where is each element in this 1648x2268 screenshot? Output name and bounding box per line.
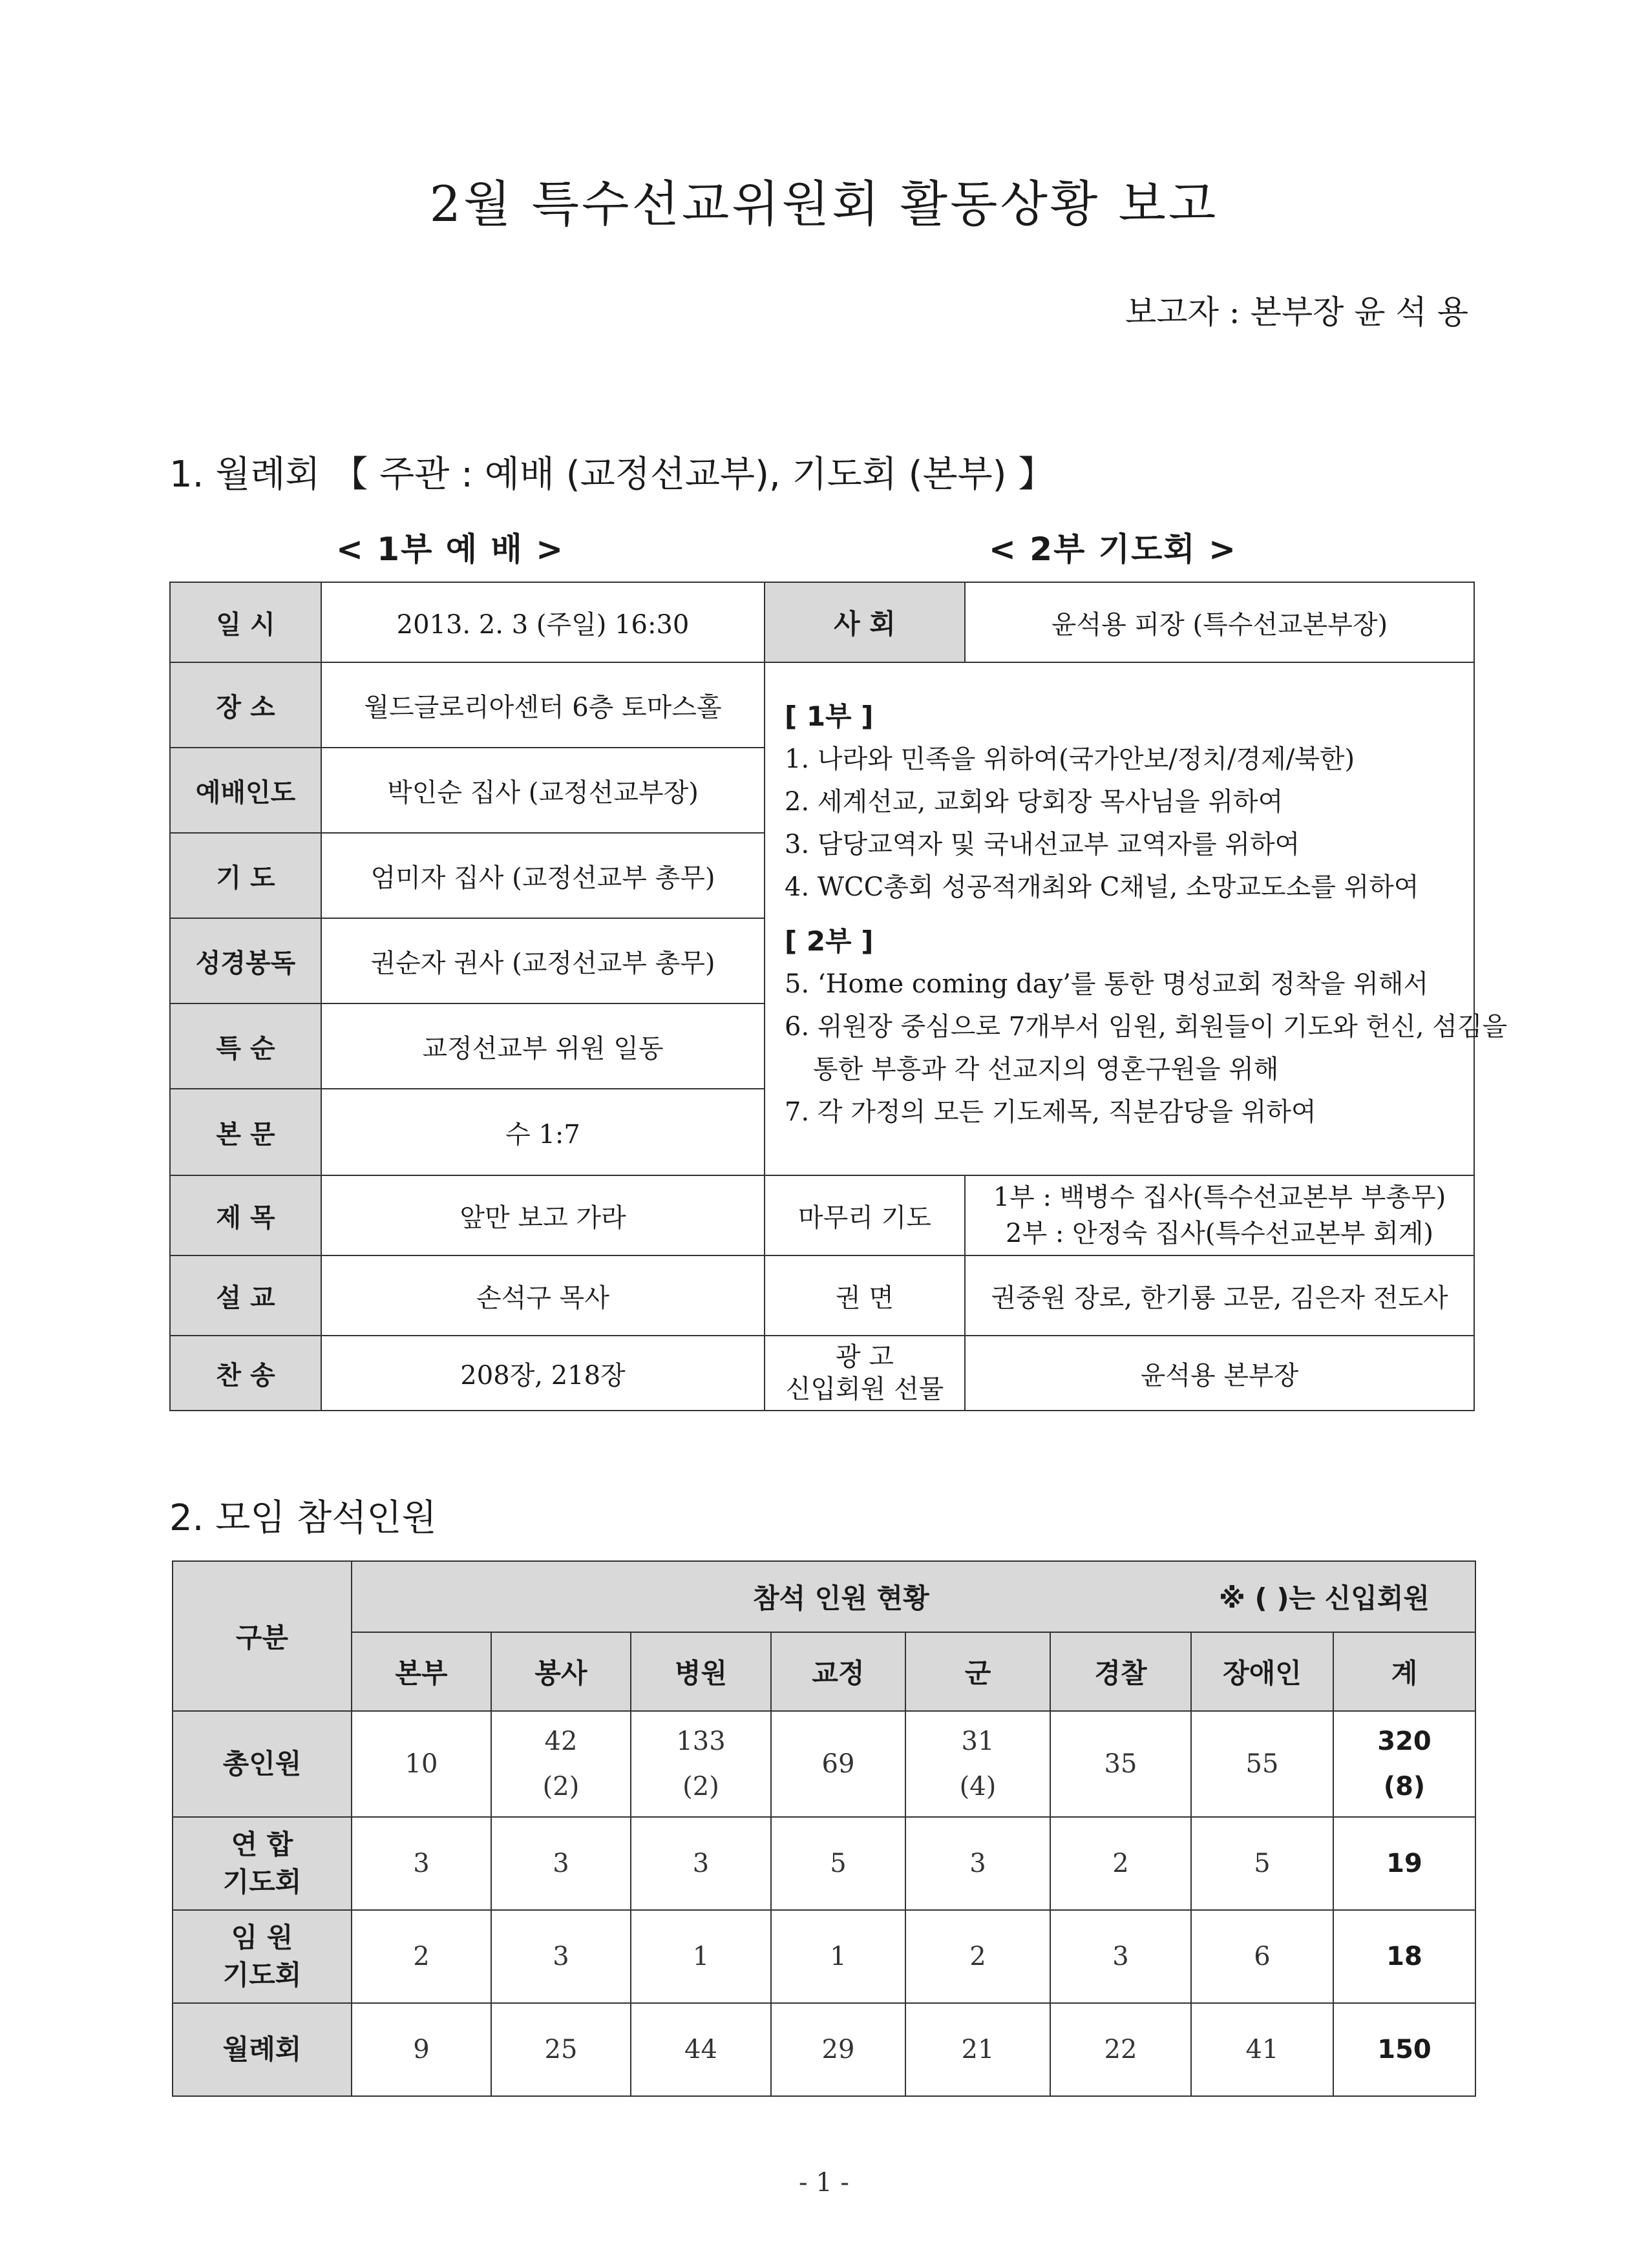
- count-cell: [1191, 1711, 1333, 1817]
- row-label-line1: 임 원: [231, 1922, 293, 1953]
- count-cell: [352, 1817, 491, 1910]
- section2-heading: 2. 모임 참석인원: [169, 1497, 437, 1539]
- count-cell: [352, 2003, 491, 2096]
- row-label: [173, 1817, 352, 1910]
- row-value: 박인순 집사 (교정선교부장): [321, 748, 765, 833]
- closing-part2: 2부 : 안정숙 집사(특수선교본부 회계): [1006, 1219, 1433, 1248]
- count-cell: [771, 1910, 905, 2003]
- row-value: 권순자 권사 (교정선교부 총무): [321, 918, 765, 1003]
- ad-label-line2: 신입회원 선물: [785, 1374, 944, 1404]
- column-header: 경찰: [1050, 1632, 1191, 1711]
- row-label: 성경봉독: [170, 918, 321, 1003]
- prayer-item: 통한 부흥과 각 선교지의 영혼구원을 위해: [813, 1055, 1279, 1084]
- section1-heading: 1. 월례회 【 주관 : 예배 (교정선교부), 기도회 (본부) 】: [169, 454, 1055, 496]
- group-header: 구분: [173, 1561, 352, 1711]
- part1-title: < 1부 예 배 >: [336, 530, 565, 568]
- count-value: 9: [413, 2035, 430, 2064]
- count-value: 3: [553, 1849, 569, 1878]
- prayer-item: 5. ‘Home coming day’를 통한 명성교회 정착을 위해서: [785, 969, 1429, 999]
- prayer-part1-label: [ 1부 ]: [785, 700, 874, 732]
- count-value: 2: [413, 1942, 430, 1971]
- row-label-line1: 연 합: [231, 1829, 293, 1860]
- row-label: 장 소: [170, 662, 321, 748]
- new-member-note: ※ ( )는 신입회원: [1219, 1582, 1430, 1614]
- count-cell: [491, 2003, 631, 2096]
- row-label: 찬 송: [170, 1336, 321, 1411]
- row-label: [173, 1910, 352, 2003]
- new-member-count: (4): [959, 1772, 997, 1801]
- count-value: 3: [1112, 1942, 1129, 1971]
- row-label-line1: 총인원: [222, 1748, 302, 1780]
- count-cell: [1050, 1910, 1191, 2003]
- count-value: 69: [821, 1749, 855, 1779]
- attendance-table: [172, 1560, 1476, 2097]
- reporter-line: 보고자 : 본부장 윤 석 용: [1125, 293, 1468, 331]
- total-cell: [1333, 2003, 1475, 2096]
- table-row: [173, 1711, 1475, 1817]
- count-cell: [631, 1910, 771, 2003]
- closing-label: 마무리 기도: [765, 1175, 965, 1255]
- row-label: 본 문: [170, 1089, 321, 1175]
- part2-title: < 2부 기도회 >: [989, 530, 1238, 568]
- count-value: 6: [1254, 1942, 1271, 1971]
- table-row: [173, 1910, 1475, 2003]
- count-value: 3: [553, 1942, 569, 1971]
- prayer-item: 4. WCC총회 성공적개최와 C채널, 소망교도소를 위하여: [785, 872, 1419, 902]
- closing-prayers: [965, 1175, 1474, 1255]
- count-value: 2: [969, 1942, 986, 1971]
- count-value: 10: [405, 1749, 438, 1779]
- count-value: 35: [1104, 1749, 1137, 1779]
- count-cell: [1050, 1711, 1191, 1817]
- count-cell: [1191, 1910, 1333, 2003]
- column-header: 장애인: [1191, 1632, 1333, 1711]
- row-label: 특 순: [170, 1003, 321, 1089]
- count-value: 5: [830, 1849, 847, 1878]
- count-value: 22: [1104, 2035, 1137, 2064]
- row-value: 교정선교부 위원 일동: [321, 1003, 765, 1089]
- attendance-body: [173, 1711, 1475, 2096]
- table-row: [173, 2003, 1475, 2096]
- count-cell: [1050, 1817, 1191, 1910]
- count-cell: [352, 1711, 491, 1817]
- count-cell: [905, 1910, 1050, 2003]
- row-label-line2: 기도회: [222, 1866, 302, 1898]
- row-value: 월드글로리아센터 6층 토마스홀: [321, 662, 765, 748]
- column-header: 본부: [352, 1632, 491, 1711]
- host-label: 사 회: [765, 582, 965, 662]
- count-value: 150: [1377, 2035, 1431, 2064]
- ad-label-line1: 광 고: [836, 1342, 894, 1372]
- count-cell: [1191, 2003, 1333, 2096]
- status-title: 참석 인원 현황: [753, 1582, 929, 1614]
- count-value: 3: [969, 1849, 986, 1878]
- count-value: 21: [961, 2035, 995, 2064]
- row-label-line1: 월례회: [222, 2033, 302, 2065]
- row-label: 제 목: [170, 1175, 321, 1255]
- count-cell: [1191, 1817, 1333, 1910]
- count-cell: [491, 1817, 631, 1910]
- count-value: 3: [692, 1849, 710, 1878]
- worship-table: [169, 582, 1508, 1411]
- row-label-line2: 기도회: [222, 1959, 302, 1991]
- count-value: 133: [676, 1727, 726, 1756]
- row-label: 예배인도: [170, 748, 321, 833]
- count-cell: [491, 1711, 631, 1817]
- count-cell: [905, 2003, 1050, 2096]
- row-label: [173, 1711, 352, 1817]
- count-value: 1: [692, 1942, 710, 1971]
- count-cell: [905, 1711, 1050, 1817]
- prayer-item: 3. 담당교역자 및 국내선교부 교역자를 위하여: [785, 830, 1300, 859]
- closing-part1: 1부 : 백병수 집사(특수선교본부 부총무): [993, 1182, 1446, 1212]
- page-number: - 1 -: [799, 2168, 849, 2198]
- count-cell: [771, 1817, 905, 1910]
- count-value: 29: [821, 2035, 855, 2064]
- column-header: 봉사: [491, 1632, 631, 1711]
- row-label: 설 교: [170, 1255, 321, 1336]
- row-label: 기 도: [170, 833, 321, 918]
- count-cell: [771, 2003, 905, 2096]
- count-value: 2: [1112, 1849, 1129, 1878]
- prayer-item: 7. 각 가정의 모든 기도제목, 직분감당을 위하여: [785, 1097, 1316, 1127]
- count-cell: [631, 2003, 771, 2096]
- column-header: 병원: [631, 1632, 771, 1711]
- host-value: 윤석용 피장 (특수선교본부장): [965, 582, 1474, 662]
- new-member-count: (2): [682, 1772, 719, 1801]
- prayer-item: 2. 세계선교, 교회와 당회장 목사님을 위하여: [785, 787, 1284, 817]
- row-label: [173, 2003, 352, 2096]
- count-value: 19: [1386, 1849, 1422, 1878]
- count-value: 1: [830, 1942, 847, 1971]
- ad-value: 윤석용 본부장: [965, 1336, 1474, 1411]
- total-cell: [1333, 1817, 1475, 1910]
- total-cell: [1333, 1711, 1475, 1817]
- row-value: 손석구 목사: [321, 1255, 765, 1336]
- count-value: 18: [1386, 1942, 1422, 1971]
- count-value: 320: [1377, 1727, 1431, 1756]
- exhort-label: 권 면: [765, 1255, 965, 1336]
- count-cell: [1050, 2003, 1191, 2096]
- status-header: [352, 1561, 1475, 1632]
- column-header: 군: [905, 1632, 1050, 1711]
- exhort-value: 권중원 장로, 한기룡 고문, 김은자 전도사: [965, 1255, 1474, 1336]
- table-row: [173, 1817, 1475, 1910]
- count-cell: [771, 1711, 905, 1817]
- count-value: 5: [1254, 1849, 1271, 1878]
- count-cell: [631, 1711, 771, 1817]
- row-value: 앞만 보고 가라: [321, 1175, 765, 1255]
- count-value: 55: [1245, 1749, 1279, 1779]
- prayer-item: 1. 나라와 민족을 위하여(국가안보/정치/경제/북한): [785, 744, 1355, 774]
- count-value: 25: [544, 2035, 578, 2064]
- count-value: 41: [1245, 2035, 1279, 2064]
- ad-label: [765, 1336, 965, 1411]
- row-value: 208장, 218장: [321, 1336, 765, 1411]
- count-value: 44: [684, 2035, 717, 2064]
- count-value: 31: [961, 1727, 995, 1756]
- count-cell: [491, 1910, 631, 2003]
- prayer-topics: [765, 662, 1508, 1175]
- new-member-count: (2): [542, 1772, 580, 1801]
- page-title: 2월 특수선교위원회 활동상황 보고: [429, 175, 1219, 233]
- row-label: 일 시: [170, 582, 321, 662]
- prayer-item: 6. 위원장 중심으로 7개부서 임원, 회원들이 기도와 헌신, 섬김을: [785, 1012, 1508, 1042]
- total-cell: [1333, 1910, 1475, 2003]
- column-header: 교정: [771, 1632, 905, 1711]
- row-value: 수 1:7: [321, 1089, 765, 1175]
- prayer-part2-label: [ 2부 ]: [785, 925, 874, 957]
- new-member-count: (8): [1383, 1772, 1426, 1801]
- count-cell: [352, 1910, 491, 2003]
- count-value: 42: [544, 1727, 578, 1756]
- row-value: 2013. 2. 3 (주일) 16:30: [321, 582, 765, 662]
- count-value: 3: [413, 1849, 430, 1878]
- column-header: 계: [1333, 1632, 1475, 1711]
- count-cell: [631, 1817, 771, 1910]
- count-cell: [905, 1817, 1050, 1910]
- row-value: 엄미자 집사 (교정선교부 총무): [321, 833, 765, 918]
